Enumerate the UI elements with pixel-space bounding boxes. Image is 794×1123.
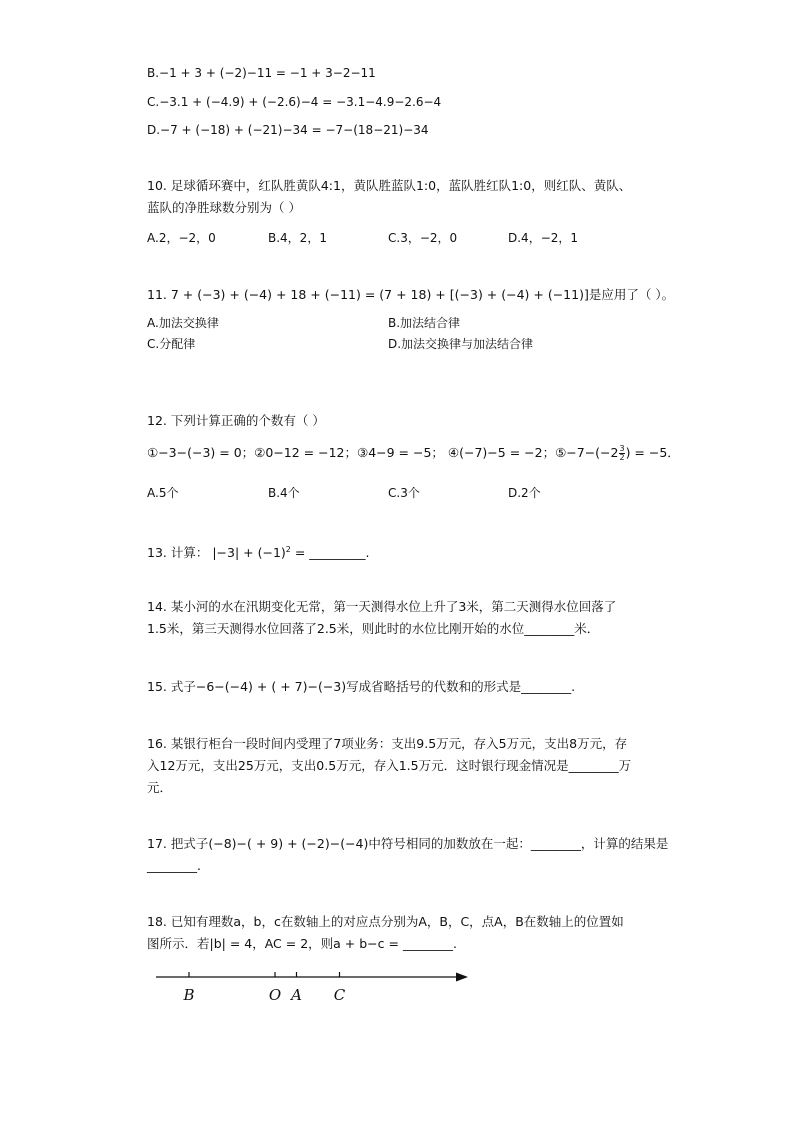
q11-option-a: A.加法交换律 — [147, 316, 219, 330]
q12-fraction-numerator: 3 — [619, 444, 625, 453]
q11-option-b: B.加法结合律 — [388, 316, 461, 330]
q10-option-c: C.3，−2，0 — [388, 231, 458, 245]
q10-option-a: A.2，−2，0 — [147, 231, 216, 245]
q11-option-c: C.分配律 — [147, 337, 196, 351]
q14-stem-line1: 14. 某小河的水在汛期变化无常，第一天测得水位上升了3米，第二天测得水位回落了 — [147, 599, 617, 614]
point-label-a: A — [291, 986, 302, 1004]
q18-stem-line1: 18. 已知有理数a，b，c在数轴上的对应点分别为A，B，C，点A，B在数轴上的位置如 — [147, 914, 624, 929]
q12-items-tail: ) = −5． — [625, 445, 680, 460]
q13-text-b: = _________. — [290, 545, 370, 561]
q15-stem: 15. 式子−6−(−4) + ( + 7)−(−3)写成省略括号的代数和的形式是________. — [147, 679, 576, 694]
q10-option-d: D.4，−2，1 — [508, 231, 579, 245]
q11-stem: 11. 7 + (−3) + (−4) + 18 + (−11) = (7 + 18) + [(−3) + (−4) + (−11)]是应用了（ ）。 — [147, 287, 675, 302]
q12-stem: 12. 下列计算正确的个数有（ ） — [147, 413, 325, 428]
q12-items-main: ①−3−(−3) = 0；②0−12 = −12；③4−9 = −5； ④(−7)−5 = −2；⑤−7−(−2 — [147, 445, 619, 460]
prev-option-c: C.−3.1 + (−4.9) + (−2.6)−4 = −3.1−4.9−2.6−4 — [147, 95, 442, 109]
arrow-right-icon — [456, 973, 468, 982]
point-label-c: C — [333, 986, 346, 1004]
q12-fraction — [619, 445, 624, 462]
q18-stem-line2: 图所示．若|b| = 4，AC = 2，则a + b−c = ________. — [147, 936, 457, 951]
q10-stem-line1: 10. 足球循环赛中，红队胜黄队4:1，黄队胜蓝队1:0，蓝队胜红队1:0，则红队、黄队、 — [147, 178, 632, 193]
q12-option-b: B.4个 — [268, 486, 300, 500]
q16-stem-line3: 元． — [147, 780, 173, 795]
q13-text-a: 13. 计算： |−3| + (−1) — [147, 545, 286, 561]
q10-stem-line2: 蓝队的净胜球数分别为（ ） — [147, 200, 301, 215]
q10-option-b: B.4，2，1 — [268, 231, 327, 245]
q16-stem-line1: 16. 某银行柜台一段时间内受理了7项业务：支出9.5万元，存入5万元，支出8万元，存 — [147, 736, 628, 751]
q17-stem-line2: ________. — [147, 858, 201, 873]
q12-items — [147, 445, 680, 462]
q13-stem — [147, 542, 370, 561]
point-label-o: O — [268, 986, 282, 1004]
q12-option-a: A.5个 — [147, 486, 179, 500]
q12-option-c: C.3个 — [388, 486, 420, 500]
point-label-b: B — [183, 986, 195, 1004]
q11-option-d: D.加法交换律与加法结合律 — [388, 337, 534, 351]
q12-option-d: D.2个 — [508, 486, 541, 500]
prev-option-d: D.−7 + (−18) + (−21)−34 = −7−(18−21)−34 — [147, 123, 429, 137]
q12-fraction-denominator: 2 — [619, 453, 625, 462]
q13-exponent: 2 — [285, 545, 291, 554]
q16-stem-line2: 入12万元，支出25万元，支出0.5万元，存入1.5万元．这时银行现金情况是________万 — [147, 758, 632, 773]
number-line — [150, 962, 480, 1012]
q17-stem-line1: 17. 把式子(−8)−( + 9) + (−2)−(−4)中符号相同的加数放在一起：________，计算的结果是 — [147, 836, 669, 851]
prev-option-b: B.−1 + 3 + (−2)−11 = −1 + 3−2−11 — [147, 66, 376, 80]
q14-stem-line2: 1.5米，第三天测得水位回落了2.5米，则此时的水位比刚开始的水位________米． — [147, 621, 600, 636]
